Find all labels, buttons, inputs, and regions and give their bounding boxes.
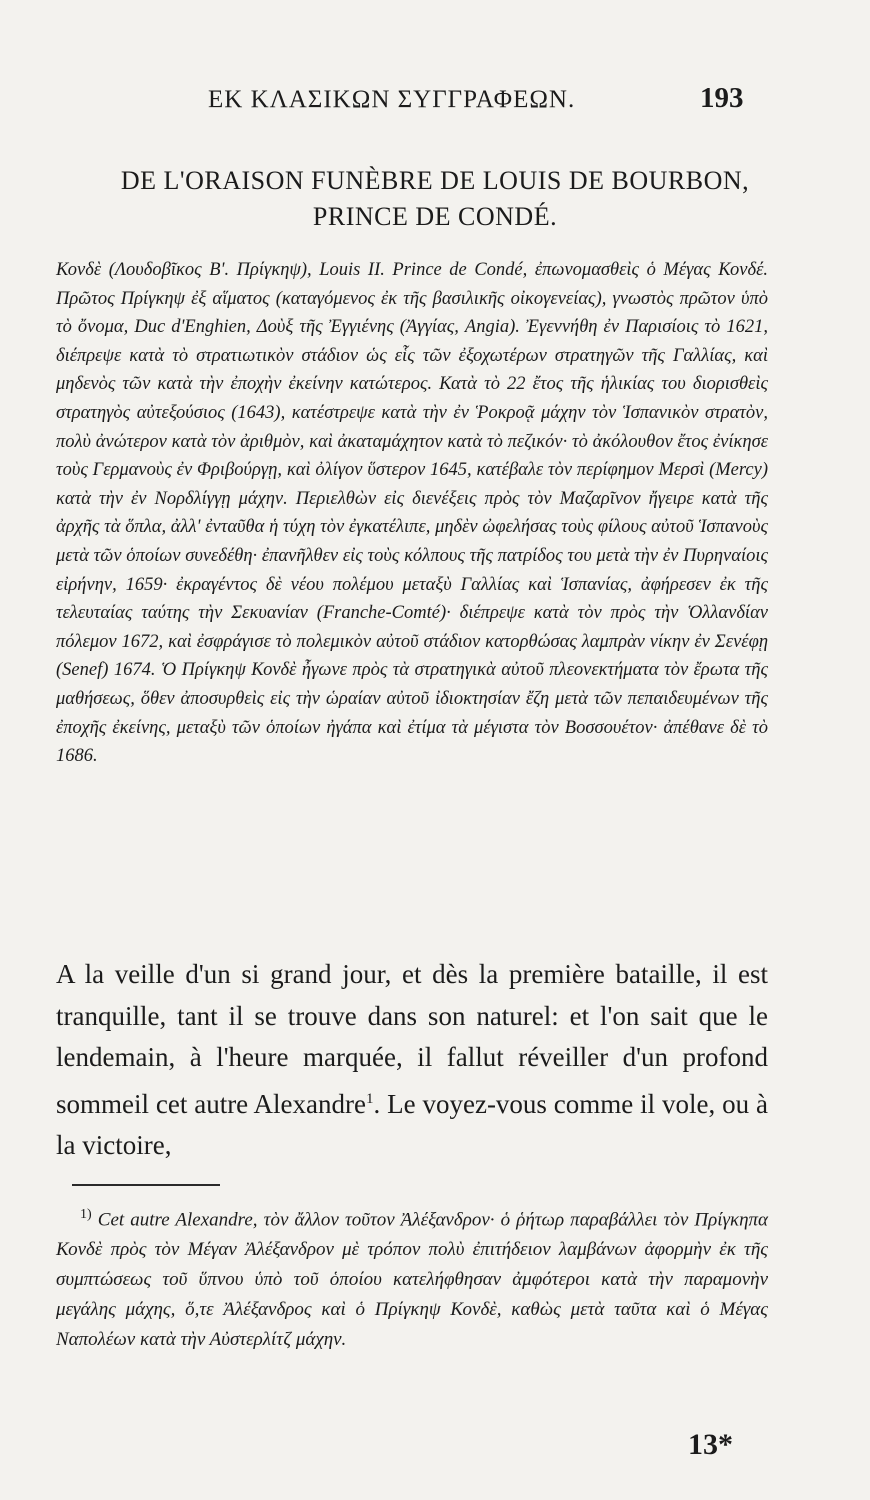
section-title-line-1: DE L'ORAISON FUNÈBRE DE LOUIS DE BOURBON, [120,166,750,195]
footnote-paragraph [56,1200,768,1355]
running-title: ΕΚ ΚΛΑΣΙΚΩΝ ΣΥΓΓΡΑΦΕΩΝ. [208,86,576,113]
biographical-note [56,256,768,771]
footnote-mark: 1) [80,1207,92,1222]
footnote-rule [72,1184,220,1186]
biographical-note-text: Κονδὲ (Λουδοβῖκος Β'. Πρίγκηψ), Louis II. Prince de Condé, ἐπωνομασθεὶς ὁ Μέγας Κονδέ. Πρῶτος Πρίγκηψ ἐξ αἵματος (καταγόμενος ἐκ τῆς βασιλικῆς οἰκογενείας), γνωστὸς πρῶτον ὑπὸ τὸ ὄνομα, Duc d'Enghien, Δοὺξ τῆς Ἐγγιένης (Ἀγγίας, Angia). Ἐγεννήθη ἐν Παρισίοις τὸ 1621, διέπρεψε κατὰ τὸ στρατιωτικὸν στάδιον ὡς εἷς τῶν ἐξοχωτέρων στρατηγῶν τῆς Γαλλίας, καὶ μηδενὸς τῶν κατὰ τὴν ἐποχὴν ἐκείνην κατώτερος. Κατὰ τὸ 22 ἔτος τῆς ἡλικίας του διορισθεὶς στρατηγὸς αὐτεξούσιος (1643), κατέστρεψε κατὰ τὴν ἐν Ῥοκροᾷ μάχην τὸν Ἱσπανικὸν στρατὸν, πολὺ ἀνώτερον κατὰ τὸν ἀριθμὸν, καὶ ἀκαταμάχητον κατὰ τὸ πεζικόν· τὸ ἀκόλουθον ἔτος ἐνίκησε τοὺς Γερμανοὺς ἐν Φριβούργῃ, καὶ ὀλίγον ὕστερον 1645, κατέβαλε τὸν περίφημον Μερσὶ (Mercy) κατὰ τὴν ἐν Νορδλίγγῃ μάχην. Περιελθὼν εἰς διενέξεις πρὸς τὸν Μαζαρῖνον ἤγειρε κατὰ τῆς ἀρχῆς τὰ ὅπλα, ἀλλ' ἐνταῦθα ἡ τύχη τὸν ἐγκατέλιπε, μηδὲν ὠφελήσας τοὺς φίλους αὐτοῦ Ἱσπανοὺς μετὰ τῶν ὁποίων συνεδέθη· ἐπανῆλθεν εἰς τοὺς κόλπους τῆς πατρίδος του μετὰ τὴν ἐν Πυρηναίοις εἰρήνην, 1659· ἐκραγέντος δὲ νέου πολέμου μεταξὺ Γαλλίας καὶ Ἱσπανίας, ἀφήρεσεν ἐκ τῆς τελευταίας ταύτης τὴν Σεκυανίαν (Franche-Comté)· διέπρεψε κατὰ τὸν πρὸς τὴν Ὁλλανδίαν πόλεμον 1672, καὶ ἐσφράγισε τὸ πολεμικὸν αὐτοῦ στάδιον κατορθώσας λαμπρὰν νίκην ἐν Σενέφῃ (Senef) 1674. Ὁ Πρίγκηψ Κονδὲ ἦγωνε πρὸς τὰ στρατηγικὰ αὐτοῦ πλεονεκτήματα τὸν ἔρωτα τῆς μαθήσεως, ὅθεν ἀποσυρθεὶς εἰς τὴν ὡραίαν αὐτοῦ ἰδιοκτησίαν ἔζη μετὰ τῶν πεπαιδευμένων τῆς ἐποχῆς ἐκείνης, μεταξὺ τῶν ὁποίων ἠγάπα καὶ ἐτίμα τὰ μέγιστα τὸν Βοσσουέτον· ἀπέθανε δὲ τὸ 1686. [56,260,768,767]
footnote-reference: 1 [366,1090,374,1107]
signature-mark: 13* [688,1428,733,1461]
main-text-part-1: A la veille d'un si grand jour, et dès la première bataille, il est tranquille, tant il se trouve dans son naturel: et l'on sait que le lendemain, à l'heure marquée, il fallut réveiller d'un profond sommeil cet autre Alexandre [56,959,768,1119]
page-number: 193 [700,82,744,114]
main-text [56,954,768,1167]
section-title-line-2: PRINCE DE CONDÉ. [312,202,558,231]
main-paragraph [56,954,768,1167]
footnote-text: Cet autre Alexandre, τὸν ἄλλον τοῦτον Ἀλέξανδρον· ὁ ῥήτωρ παραβάλλει τὸν Πρίγκηπα Κονδὲ πρὸς τὸν Μέγαν Ἀλέξανδρον μὲ τρόπον πολὺ ἐπιτήδειον λαμβάνων ἀφορμὴν ἐκ τῆς συμπτώσεως τοῦ ὕπνου ὑπὸ τοῦ ὁποίου κατελήφθησαν ἀμφότεροι κατὰ τὴν παραμονὴν μεγάλης μάχης, ὅ,τε Ἀλέξανδρος καὶ ὁ Πρίγκηψ Κονδὲ, καθὼς μετὰ ταῦτα καὶ ὁ Μέγας Ναπολέων κατὰ τὴν Αὐστερλίτζ μάχην. [56,1209,769,1351]
footnote [56,1200,768,1355]
running-head [0,82,870,122]
main-text-part-2: . Le voyez-vous comme il vole, ou à la victoire, [56,1088,768,1160]
